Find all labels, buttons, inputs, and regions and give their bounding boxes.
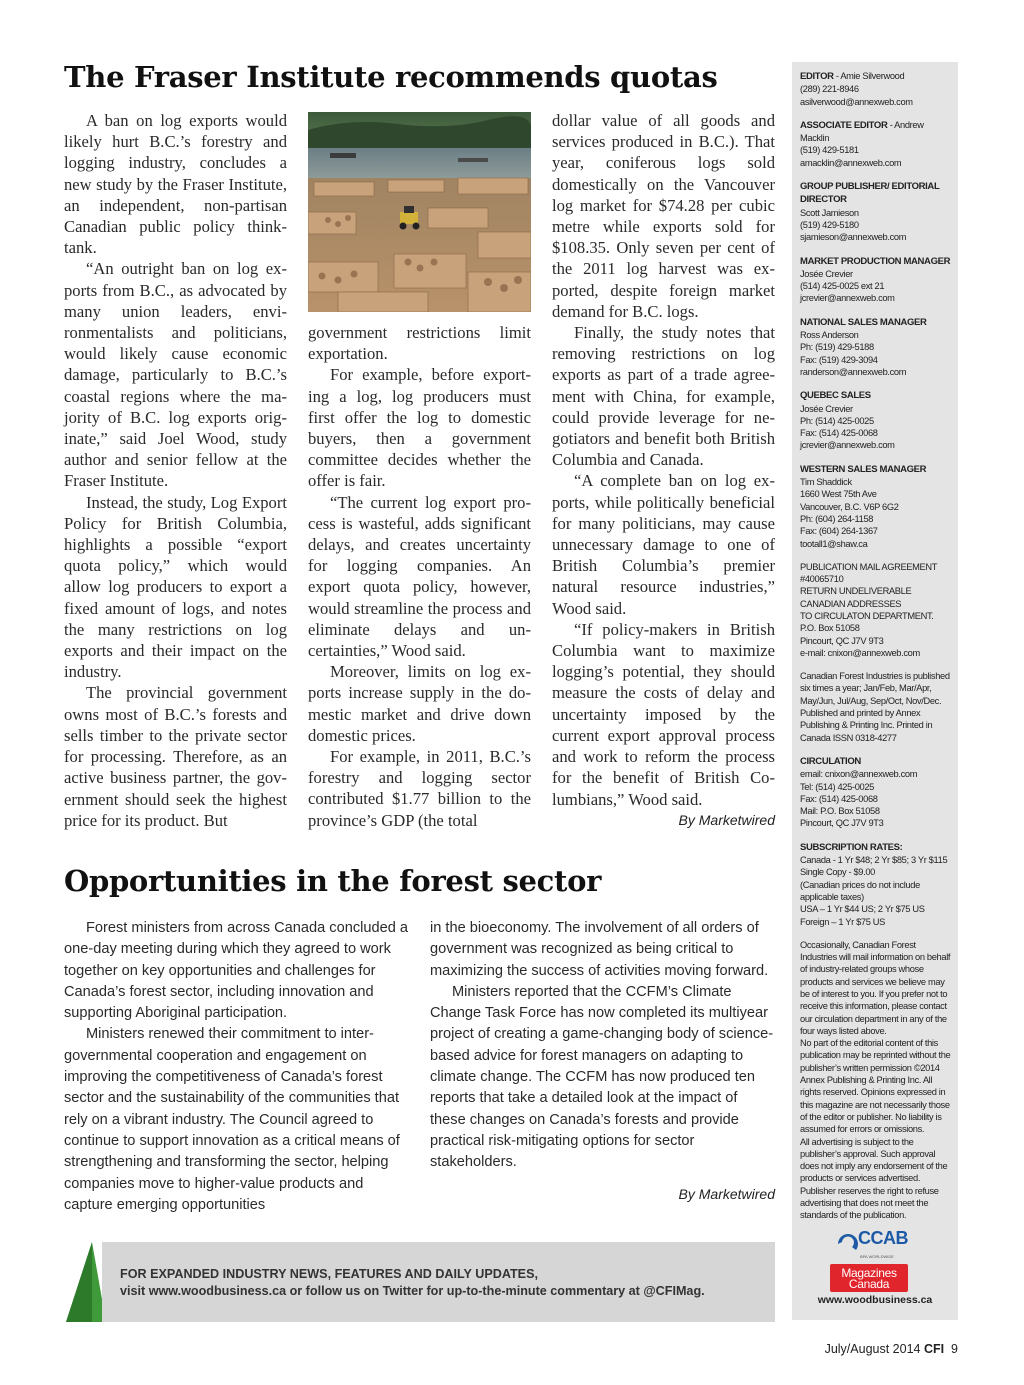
email-link[interactable]: asilverwood@annexweb.com	[800, 96, 913, 107]
masthead-circulation: CIRCULATION email: cnixon@annexweb.com Tel: (514) 425-0025 Fax: (514) 425-0068 Mail: P.O. Box 51058 Pincourt, QC J7V 9T3	[800, 755, 918, 829]
masthead-disclaimer: Occasionally, Canadian Forest Industries will mail information on behalf of industry-related groups whose products and services we believe may be of interest to you. If you prefer not to receive this information, please contact our circulation department in any of the four ways listed above.	[800, 939, 951, 1036]
website-link[interactable]: www.woodbusiness.ca	[817, 1294, 933, 1306]
masthead-published-note: Canadian Forest Industries is published six times a year; Jan/Feb, Mar/Apr, May/Jun, Jul/Aug, Sep/Oct, Nov/Dec. Published and printed by Annex Publishing & Printing Inc. Printed in Canada ISSN 0318-4277	[800, 671, 950, 743]
tree-logo-icon	[62, 1242, 106, 1322]
page-number: 9	[951, 1342, 958, 1356]
masthead-national-sales: NATIONAL SALES MANAGER Ross Anderson Ph: (519) 429-5188 Fax: (519) 429-3094 randerson@annexweb.com	[800, 316, 927, 377]
paragraph: Finally, the study notes that removing restrictions on log exports as part of a trade agreement with China, for example, could provide leverage for negotiators and benefit both British Columbia and Canada.	[552, 323, 775, 470]
headline-opportunities: Opportunities in the forest sector	[64, 864, 602, 898]
article1-column-2	[308, 322, 531, 831]
banner-line-1: FOR EXPANDED INDUSTRY NEWS, FEATURES AND DAILY UPDATES,	[120, 1267, 538, 1281]
masthead-copyright: No part of the editorial content of this publication may be reprinted without the publisher’s written permission ©2014 Annex Publishing & Printing Inc. All rights reserved. Opinions expressed in this magazine are not necessarily those of the editor or publisher. No liability is assumed for errors or omissions.	[800, 1038, 951, 1135]
email-link[interactable]: randerson@annexweb.com	[800, 366, 907, 377]
masthead-sidebar	[792, 62, 958, 1320]
paragraph: Forest ministers from across Canada concluded a one-day meeting during which they agreed to work together on key opportunities and challenges for Canada’s forest sector, including innovation and supporting Aboriginal participation.	[64, 920, 409, 1022]
banner-line-2[interactable]: visit www.woodbusiness.ca or follow us on Twitter for up-to-the-minute commentary at @CFIMag.	[120, 1284, 705, 1298]
article1-byline: By Marketwired	[678, 811, 775, 828]
paragraph: Ministers reported that the CCFM’s Climate Change Task Force has now completed its multiyear project of creating a game-changing body of science-based advice for forest managers on adapting to climate change. The CCFM has now produced ten reports that take a detailed look at the impact of these changes on Canada’s forests and provide practical risk-mitigating options for sector stakeholders.	[430, 983, 774, 1171]
paragraph: The provincial government owns most of B.C.’s forests and sells timber to the private sector for processing. Therefore, as an active business partner, the government should seek the highest price for its product. But	[64, 683, 287, 830]
email-link[interactable]: amacklin@annexweb.com	[800, 157, 902, 168]
paragraph: “The current log export process is wasteful, adds significant delays, and creates uncertainty for logging companies. An export quota policy, however, would streamline the process and eliminate delays and uncertainties,” Wood said.	[308, 492, 531, 661]
article2-column-2	[430, 918, 775, 1205]
paragraph: dollar value of all goods and services produced in B.C.). That year, coniferous logs sold domestically on the Vancouver log market for $74.28 per cubic metre while exports sold for $108.35. Only seven per cent of the 2011 log harvest was exported, despite foreign market demand for B.C. logs.	[552, 111, 775, 321]
masthead-subscription: SUBSCRIPTION RATES: Canada - 1 Yr $48; 2 Yr $85; 3 Yr $115 Single Copy - $9.00 (Canadian prices do not include applicable taxes) USA – 1 Yr $44 US; 2 Yr $75 US Foreign – 1 Yr $75 US	[800, 841, 948, 927]
paragraph: For example, in 2011, B.C.’s forestry and logging sector contributed $1.77 billion to the province’s GDP (the total	[308, 747, 531, 830]
masthead-market-production: MARKET PRODUCTION MANAGER Josée Crevier (514) 425-0025 ext 21 jcrevier@annexweb.com	[800, 255, 951, 304]
paragraph: For example, before exporting a log, log producers must first offer the log to domestic buyers, then a government committee decides whether the offer is fair.	[308, 365, 531, 491]
paragraph: Moreover, limits on log exports increase supply in the domestic market and drive down domestic prices.	[308, 662, 531, 745]
masthead-western-sales: WESTERN SALES MANAGER Tim Shaddick 1660 West 75th Ave Vancouver, B.C. V6P 6G2 Ph: (604) 264-1158 Fax: (604) 264-1367 tootall1@shaw.ca	[800, 463, 927, 549]
log-yard-photo	[308, 112, 531, 312]
magazines-canada-logo: Magazines Canada	[830, 1264, 908, 1292]
masthead-quebec-sales: QUEBEC SALES Josée Crevier Ph: (514) 425-0025 Fax: (514) 425-0068 jcrevier@annexweb.com	[800, 390, 895, 451]
paragraph: Ministers renewed their commitment to inter-governmental cooperation and engagement on improving the competitiveness of Canada’s forest sector and the sustainability of the communities that rely on a vibrant industry. The Council agreed to continue to support innovation as a critical means of strengthening and transforming the sector, helping companies move to higher-value products and capture emerging opportunities	[64, 1026, 400, 1213]
paragraph: “A complete ban on log exports, while politically beneficial for many politicians, may cause unnecessary damage to one of British Columbia’s premier natural resource industries,” Wood said.	[552, 471, 775, 618]
masthead-editor: EDITOR - Amie Silverwood (289) 221-8946 asilverwood@annexweb.com	[800, 71, 913, 107]
email-link[interactable]: sjamieson@annexweb.com	[800, 232, 907, 243]
masthead-group-publisher: GROUP PUBLISHER/ EDITORIAL DIRECTOR Scott Jamieson (519) 429-5180 sjamieson@annexweb.com	[800, 181, 940, 243]
email-link[interactable]: email: cnixon@annexweb.com	[800, 769, 918, 780]
email-link[interactable]: tootall1@shaw.ca	[800, 538, 868, 549]
article2-byline: By Marketwired	[678, 1185, 775, 1202]
masthead-publication-mail: PUBLICATION MAIL AGREEMENT #40065710 RETURN UNDELIVERABLE CANADIAN ADDRESSES TO CIRCULATON DEPARTMENT. P.O. Box 51058 Pincourt, QC J7V 9T3 e-mail: cnixon@annexweb.com	[800, 561, 938, 658]
page-folio: July/August 2014 CFI 9	[824, 1342, 958, 1356]
email-link[interactable]: e-mail: cnixon@annexweb.com	[800, 647, 920, 658]
tree-icon	[62, 1242, 106, 1322]
article1-column-1	[64, 110, 287, 831]
email-link[interactable]: jcrevier@annexweb.com	[800, 293, 895, 304]
paragraph: “An outright ban on log exports from B.C., as advocated by many union leaders, environmentalists and politicians, would likely cause economic damage, particularly to B.C.’s coastal regions where the majority of B.C. log exports originate,” said Joel Wood, study author and senior fellow at the Fraser Institute.	[64, 259, 287, 491]
ccab-logo: CCAB BPA WORLDWIDE	[834, 1230, 914, 1258]
paragraph: in the bioeconomy. The involvement of all orders of government was recognized as being critical to maximizing the success of activities moving forward.	[430, 920, 769, 979]
article1-column-3	[552, 110, 775, 831]
headline-fraser-institute: The Fraser Institute recommends quotas	[64, 60, 718, 94]
masthead-advertising: All advertising is subject to the publisher’s approval. Such approval does not imply any endorsement of the products or services advertised. Publisher reserves the right to refuse advertising that does not meet the standards of the publication.	[800, 1136, 948, 1221]
paragraph: Instead, the study, Log Export Policy for British Columbia, highlights a possible “export quota policy,” which would allow log producers to export a fixed amount of logs, and notes the many restrictions on log exports and their impact on the industry.	[64, 492, 287, 682]
paragraph: government restrictions limit exportation.	[308, 323, 531, 364]
log-yard-image	[308, 112, 531, 312]
article2-column-1	[64, 918, 409, 1216]
paragraph: A ban on log exports would likely hurt B.C.’s forestry and logging industry, concludes a new study by the Fraser Institute, an independent, non-partisan Canadian public policy think-tank.	[64, 111, 287, 258]
updates-banner	[102, 1242, 775, 1322]
masthead-associate-editor: ASSOCIATE EDITOR - Andrew Macklin (519) 429-5181 amacklin@annexweb.com	[800, 119, 924, 168]
email-link[interactable]: jcrevier@annexweb.com	[800, 440, 895, 451]
paragraph: “If policy-makers in British Columbia want to maximize logging’s potential, they should measure the costs of delay and uncertainty imposed by the current export approval process and work to reform the process for the benefit of British Columbians,” Wood said.	[552, 619, 775, 809]
